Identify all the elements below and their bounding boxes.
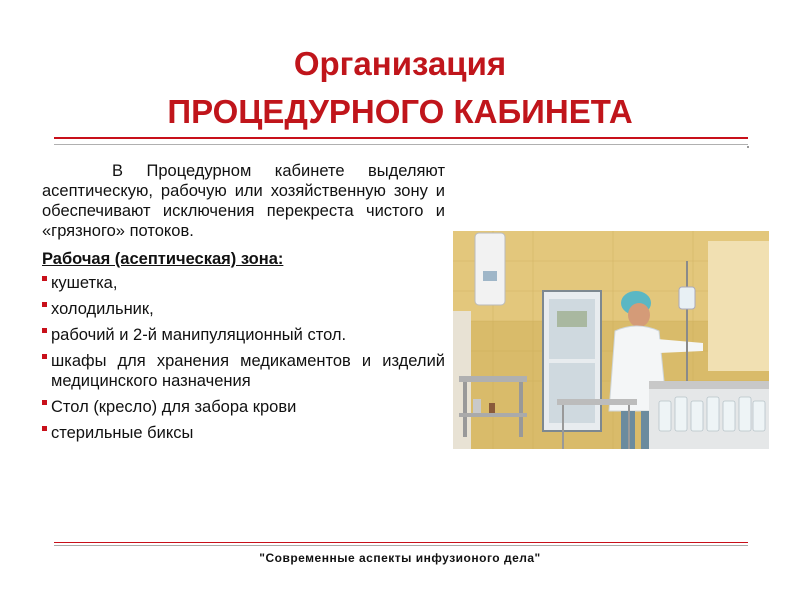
list-item	[42, 299, 445, 319]
list-item-text: холодильник,	[51, 300, 154, 318]
bullet-list	[42, 273, 445, 443]
intro-paragraph: В Процедурном кабинете выделяют асептическую, рабочую или хозяйственную зону и обеспечивают исключения перекреста чистого и «грязного» потоков.	[42, 162, 445, 240]
title-divider-thin	[54, 144, 748, 145]
title-line-1: Организация	[293, 45, 507, 82]
list-item	[42, 273, 445, 293]
list-item-text: рабочий и 2-й манипуляционный стол.	[51, 326, 347, 344]
list-item-text: Стол (кресло) для забора крови	[51, 398, 297, 416]
footer-caption: "Современные аспекты инфузионого дела"	[259, 551, 541, 565]
slide-title	[40, 40, 760, 136]
footer-divider-gray	[54, 545, 748, 546]
list-item	[42, 325, 445, 345]
divider-dot	[747, 146, 749, 148]
list-item-text: шкафы для хранения медикаментов и изделий медицинского назначения	[51, 352, 445, 390]
list-item-text: кушетка,	[51, 274, 118, 292]
title-divider	[54, 137, 748, 139]
bullet-icon	[42, 302, 47, 307]
section-subheading: Рабочая (асептическая) зона:	[42, 250, 284, 268]
title-line-2: ПРОЦЕДУРНОГО КАБИНЕТА	[167, 93, 633, 130]
bullet-icon	[42, 328, 47, 333]
list-item	[42, 423, 445, 443]
bullet-icon	[42, 426, 47, 431]
bullet-icon	[42, 276, 47, 281]
procedure-room-photo	[453, 231, 769, 449]
slide-body	[42, 161, 445, 449]
list-item	[42, 351, 445, 391]
footer-divider	[54, 542, 748, 543]
bullet-icon	[42, 400, 47, 405]
bullet-icon	[42, 354, 47, 359]
list-item-text: стерильные биксы	[51, 424, 194, 442]
list-item	[42, 397, 445, 417]
